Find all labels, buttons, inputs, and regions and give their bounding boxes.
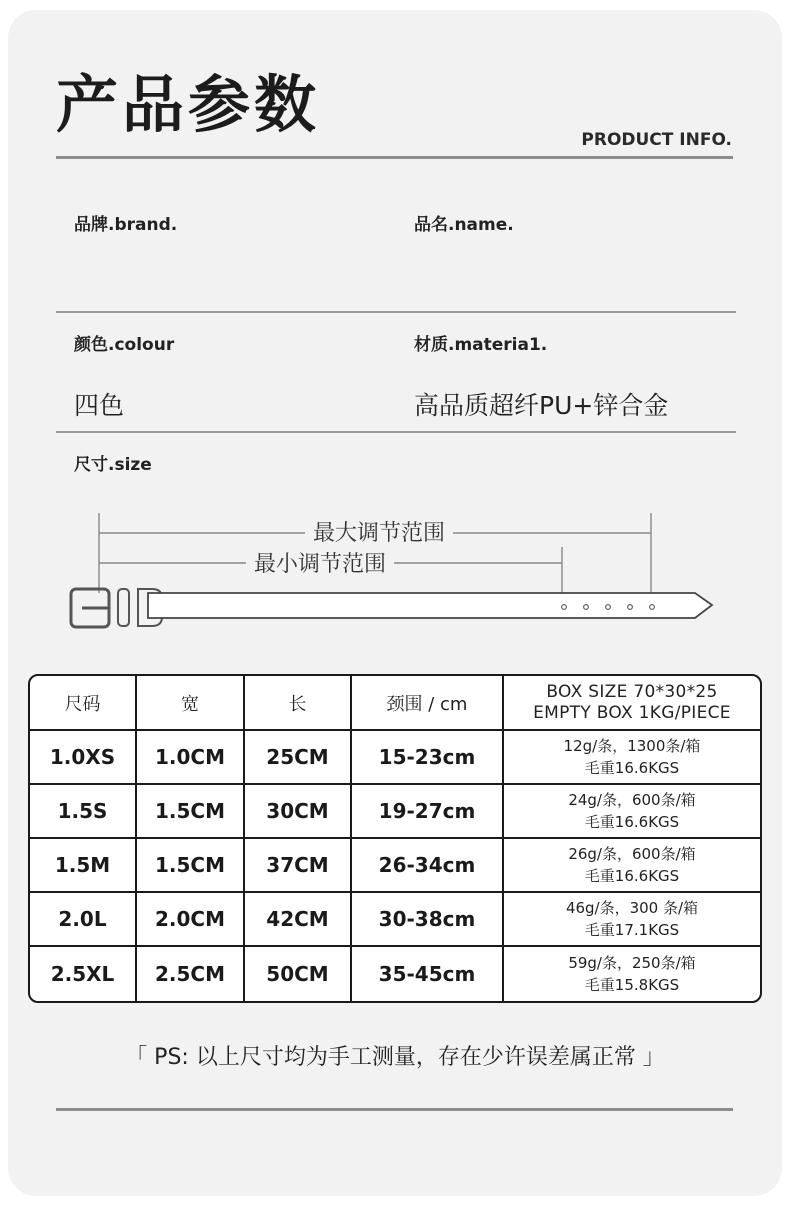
packing-cell [504, 839, 760, 893]
width-cell: 2.5CM [137, 947, 245, 1001]
header-divider [56, 156, 733, 159]
header-length: 长 [245, 676, 352, 731]
box-weight-line: EMPTY BOX 1KG/PIECE [533, 702, 731, 723]
measurement-note: 「 PS: 以上尺寸均为手工测量，存在少许误差属正常 」 [125, 1045, 665, 1070]
packing-cell [504, 947, 760, 1001]
size-cell: 2.5XL [30, 947, 137, 1001]
material-value: 高品质超纤PU+锌合金 [414, 391, 669, 420]
gross-weight: 毛重16.6KGS [584, 759, 680, 777]
width-cell: 2.0CM [137, 893, 245, 947]
packing-qty: 59g/条，250条/箱 [568, 954, 696, 972]
neck-cell: 35-45cm [352, 947, 504, 1001]
size-table [28, 674, 762, 1003]
size-cell: 1.5M [30, 839, 137, 893]
packing-cell [504, 785, 760, 839]
length-cell: 25CM [245, 731, 352, 785]
size-cell: 2.0L [30, 893, 137, 947]
name-label: 品名.name. [414, 215, 514, 235]
buckle-icon [71, 589, 110, 627]
neck-cell: 19-27cm [352, 785, 504, 839]
size-label: 尺寸.size [74, 455, 152, 475]
neck-cell: 15-23cm [352, 731, 504, 785]
packing-cell [504, 893, 760, 947]
header-box-size [504, 676, 760, 731]
divider-colour [56, 431, 736, 433]
header-width: 宽 [137, 676, 245, 731]
table-row [30, 893, 760, 947]
page-title: 产品参数 [56, 68, 321, 141]
belt-diagram [60, 505, 730, 635]
size-cell: 1.0XS [30, 731, 137, 785]
header-size: 尺码 [30, 676, 137, 731]
footer-divider [56, 1108, 733, 1111]
material-label: 材质.materia1. [414, 335, 548, 355]
colour-label: 颜色.colour [74, 335, 175, 355]
packing-qty: 12g/条，1300条/箱 [563, 737, 701, 755]
packing-qty: 26g/条，600条/箱 [568, 845, 696, 863]
box-size-line: BOX SIZE 70*30*25 [546, 681, 718, 702]
neck-cell: 30-38cm [352, 893, 504, 947]
table-header-row [30, 676, 760, 731]
table-row [30, 731, 760, 785]
width-cell: 1.0CM [137, 731, 245, 785]
length-cell: 42CM [245, 893, 352, 947]
size-cell: 1.5S [30, 785, 137, 839]
table-row [30, 785, 760, 839]
width-cell: 1.5CM [137, 785, 245, 839]
brand-label: 品牌.brand. [74, 215, 178, 235]
width-cell: 1.5CM [137, 839, 245, 893]
colour-value: 四色 [74, 391, 125, 420]
packing-qty: 24g/条，600条/箱 [568, 791, 696, 809]
length-cell: 50CM [245, 947, 352, 1001]
packing-qty: 46g/条，300 条/箱 [565, 899, 699, 917]
gross-weight: 毛重16.6KGS [584, 867, 680, 885]
header-neck: 颈围 / cm [352, 676, 504, 731]
table-row [30, 839, 760, 893]
table-row [30, 947, 760, 1001]
length-cell: 37CM [245, 839, 352, 893]
page-subtitle: PRODUCT INFO. [581, 130, 732, 150]
neck-cell: 26-34cm [352, 839, 504, 893]
divider-brand [56, 311, 736, 313]
gross-weight: 毛重15.8KGS [584, 976, 680, 994]
gross-weight: 毛重16.6KGS [584, 813, 680, 831]
packing-cell [504, 731, 760, 785]
max-range-label: 最大调节范围 [305, 523, 453, 545]
gross-weight: 毛重17.1KGS [584, 921, 680, 939]
length-cell: 30CM [245, 785, 352, 839]
min-range-label: 最小调节范围 [246, 554, 394, 576]
